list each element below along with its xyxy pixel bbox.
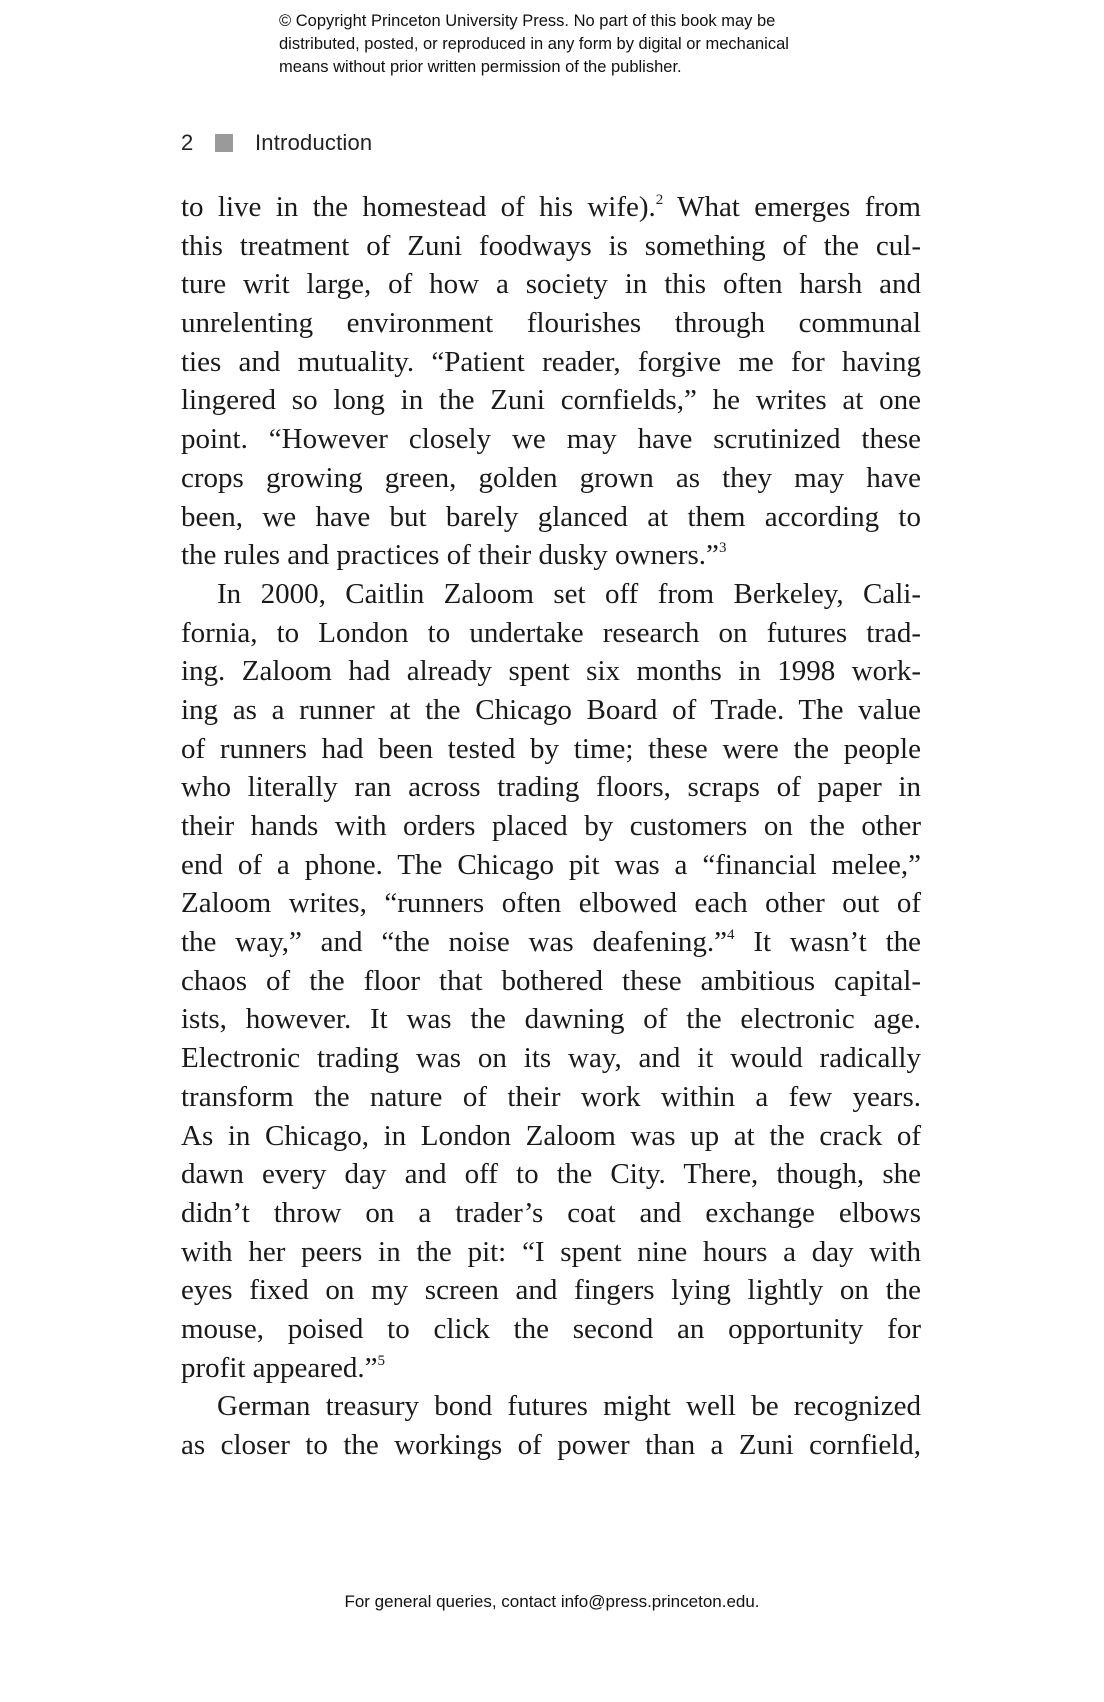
text-line: this treatment of Zuni foodways is something of the cul-	[181, 229, 921, 262]
text-line: lingered so long in the Zuni cornfields,” he writes at one	[181, 384, 921, 417]
text-line: Electronic trading was on its way, and it would radically	[181, 1042, 921, 1075]
copyright-notice	[279, 10, 919, 79]
text-line: the way,” and “the noise was deafening.”$^4$ It wasn’t the	[181, 926, 921, 959]
text-line: fornia, to London to undertake research on futures trad-	[181, 616, 921, 649]
text-line: point. “However closely we may have scrutinized these	[181, 423, 921, 456]
section-title: Introduction	[255, 130, 373, 155]
text-line: who literally ran across trading floors, scraps of paper in	[181, 771, 921, 804]
body-text	[181, 188, 921, 1465]
footnote-ref: 4	[727, 927, 735, 944]
copyright-line: © Copyright Princeton University Press. No part of this book may be	[279, 12, 776, 30]
footnote-ref: 5	[377, 1352, 385, 1369]
text-line: transform the nature of their work within a few years.	[181, 1080, 921, 1113]
text-line: with her peers in the pit: “I spent nine hours a day with	[181, 1235, 921, 1268]
page-number: 2	[181, 130, 194, 155]
text-line: didn’t throw on a trader’s coat and exchange elbows	[181, 1196, 921, 1229]
text-line: As in Chicago, in London Zaloom was up at the crack of	[181, 1119, 921, 1152]
footer-contact: For general queries, contact info@press.princeton.edu.	[344, 1592, 760, 1611]
text-line: crops growing green, golden grown as they may have	[181, 461, 921, 494]
text-line: dawn every day and off to the City. There, though, she	[181, 1158, 921, 1191]
footnote-ref: 2	[655, 192, 664, 208]
text-line: of runners had been tested by time; these were the people	[181, 732, 921, 765]
text-line: ing as a runner at the Chicago Board of Trade. The value	[181, 693, 921, 726]
text-line: ists, however. It was the dawning of the electronic age.	[181, 1003, 921, 1036]
text-line: mouse, poised to click the second an opportunity for	[181, 1312, 921, 1345]
footnote-ref: 3	[718, 540, 727, 557]
text-line: Zaloom writes, “runners often elbowed each other out of	[181, 887, 921, 920]
text-line: end of a phone. The Chicago pit was a “financial melee,”	[181, 848, 921, 881]
text-line: been, we have but barely glanced at them according to	[181, 500, 921, 533]
text-line: their hands with orders placed by customers on the other	[181, 810, 921, 842]
text-line: eyes fixed on my screen and fingers lying lightly on the	[181, 1274, 921, 1307]
text-line: chaos of the floor that bothered these ambitious capital-	[181, 964, 921, 997]
text-line: In 2000, Caitlin Zaloom set off from Berkeley, Cali-	[217, 577, 921, 610]
text-line: profit appeared.”$^5$	[181, 1351, 385, 1384]
text-line: the rules and practices of their dusky owners.”$^3$	[181, 539, 727, 572]
text-line: ing. Zaloom had already spent six months in 1998 work-	[181, 655, 921, 688]
text-line: unrelenting environment flourishes through communal	[181, 307, 921, 340]
running-head	[181, 128, 372, 158]
text-line: as closer to the workings of power than a Zuni cornfield,	[181, 1429, 921, 1461]
text-line: ties and mutuality. “Patient reader, forgive me for having	[181, 345, 921, 378]
copyright-line: distributed, posted, or reproduced in any form by digital or mechanical	[279, 35, 789, 53]
square-marker-icon	[215, 134, 233, 152]
text-line: to live in the homestead of his wife).$^2$ What emerges from	[181, 191, 921, 223]
copyright-line: means without prior written permission of the publisher.	[279, 58, 682, 76]
text-line: ture writ large, of how a society in this often harsh and	[181, 268, 921, 301]
text-line: German treasury bond futures might well be recognized	[217, 1390, 921, 1423]
